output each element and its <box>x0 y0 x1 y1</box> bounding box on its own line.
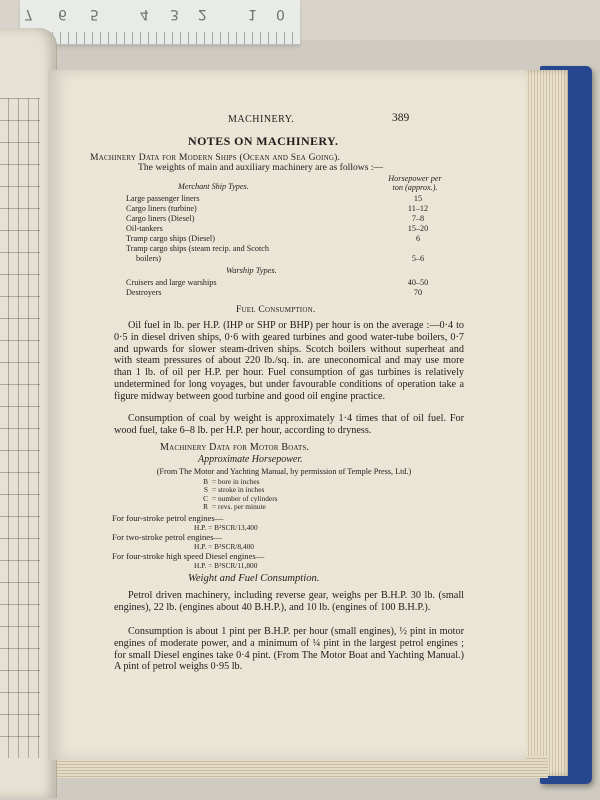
table-row <box>126 194 436 204</box>
column-head-hp-line2: ton (approx.). <box>392 183 438 192</box>
definition-key: R <box>203 502 208 512</box>
engine-label: For four-stroke petrol engines— <box>112 513 224 523</box>
running-head: MACHINERY. <box>228 114 295 125</box>
ruler-number: 7 <box>24 6 33 22</box>
engine-label: For two-stroke petrol engines— <box>112 532 223 542</box>
book-page <box>48 70 526 760</box>
row-label: Tramp cargo ships (steam recip. and Scotch <box>126 244 270 253</box>
row-value: 5–6 <box>411 254 425 263</box>
section-intro: The weights of main and auxiliary machinery are as follows :— <box>138 162 384 173</box>
page-number: 389 <box>392 112 410 124</box>
row-label: Large passenger liners <box>126 194 200 203</box>
row-label: Tramp cargo ships (Diesel) <box>126 234 215 243</box>
paragraph-fuel: Oil fuel in lb. per H.P. (IHP or SHP or BHP) per hour is on the average :—0·4 to 0·5 in diesel driven ships, 0·6 with geared turbines and good water-tube boilers, 0·7 and upwards for slower steam-driven ships. Scotch boilers without superheat and with steam pressures of about 220 lb./sq. in. are uneconomical and may use more than 1 lb. of oil per H.P. per hour. Fuel consumption of gas turbines is relatively undetermined for long voyages, but under favourable conditions of operation take a figure midway between good turbine and good oil engine practice. <box>114 320 464 402</box>
ruler-number: 3 <box>170 6 179 22</box>
engine-label: For four-stroke high speed Diesel engines— <box>112 551 265 561</box>
definition-key: S <box>203 485 208 495</box>
section-heading-motor-boats: Machinery Data for Motor Boats. <box>160 442 310 453</box>
definition <box>190 503 278 511</box>
ruler-number: 6 <box>58 6 67 22</box>
definition-text: = stroke in inches <box>212 485 265 495</box>
row-value: 70 <box>413 288 423 297</box>
definition-key: C <box>203 493 208 503</box>
section-heading-fuel: Fuel Consumption. <box>236 304 316 315</box>
ruler-number: 2 <box>198 6 207 22</box>
page-edges <box>520 70 568 776</box>
ruler-number: 4 <box>140 6 149 22</box>
table-row <box>126 234 436 244</box>
column-head-hp <box>380 174 450 192</box>
table-row <box>126 204 436 214</box>
table-row <box>126 244 436 254</box>
symbol-definitions <box>190 478 278 512</box>
row-value: 15 <box>413 194 423 203</box>
table-row <box>126 214 436 224</box>
paragraph-weight: Petrol driven machinery, including reverse gear, weighs per B.H.P. 30 lb. (small engines), 22 lb. (engines about 40 B.H.P.), and 10 lb. (engines of 100 B.H.P.). <box>114 590 464 613</box>
source-note: (From The Motor and Yachting Manual, by permission of Temple Press, Ltd.) <box>156 467 412 476</box>
ruler-number: 1 <box>248 6 257 22</box>
ruler-ticks <box>20 32 300 44</box>
paragraph-consumption: Consumption is about 1 pint per B.H.P. per hour (small engines), ½ pint in motor engines of moderate power, and a minimum of ¼ pint in the largest petrol engines ; for small Diesel engines take 0·4 pint. (From The Motor Boat and Yachting Manual.) A pint of petrol weighs 0·95 lb. <box>114 626 464 673</box>
ruler-number: 5 <box>90 6 99 22</box>
table-row <box>126 254 436 264</box>
table-row <box>126 278 436 288</box>
paragraph-coal: Consumption of coal by weight is approximately 1·4 times that of oil fuel. For wood fuel, take 6–8 lb. per H.P. per hour, according to dryness. <box>114 413 464 436</box>
warship-caption: Warship Types. <box>226 266 277 275</box>
definition-text: = bore in inches <box>212 477 260 486</box>
definition-text: = revs. per minute <box>212 502 266 512</box>
subheading-weight-fuel: Weight and Fuel Consumption. <box>188 573 320 584</box>
row-label: Cruisers and large warships <box>126 278 217 287</box>
row-value: 15–20 <box>407 224 429 233</box>
row-value: 11–12 <box>407 204 429 213</box>
row-label: boilers) <box>136 254 162 263</box>
row-value: 7–8 <box>411 214 425 223</box>
page-title: NOTES ON MACHINERY. <box>188 134 339 148</box>
engine-formula: H.P. = B²SCR/8,400 <box>194 542 254 551</box>
row-label: Cargo liners (turbine) <box>126 204 197 213</box>
engine-formula: H.P. = B²SCR/11,800 <box>194 561 258 570</box>
ruler-number: 0 <box>276 6 285 22</box>
definition-key: B <box>203 477 208 486</box>
section-heading-ships: Machinery Data for Modern Ships (Ocean and Sea Going). <box>90 152 341 163</box>
row-value: 6 <box>415 234 421 243</box>
ruler <box>20 0 300 45</box>
row-value: 40–50 <box>407 278 429 287</box>
table-row <box>126 224 436 234</box>
row-label: Destroyers <box>126 288 162 297</box>
subheading-horsepower: Approximate Horsepower. <box>198 454 303 465</box>
engine-formula: H.P. = B²SCR/13,400 <box>194 523 258 532</box>
facing-page-table <box>0 98 40 758</box>
definition-text: = number of cylinders <box>212 493 278 503</box>
column-head-ship-types: Merchant Ship Types. <box>178 182 249 191</box>
table-row <box>126 288 436 298</box>
row-label: Cargo liners (Diesel) <box>126 214 195 223</box>
row-label: Oil-tankers <box>126 224 163 233</box>
column-head-hp-line1: Horsepower per <box>388 174 442 183</box>
